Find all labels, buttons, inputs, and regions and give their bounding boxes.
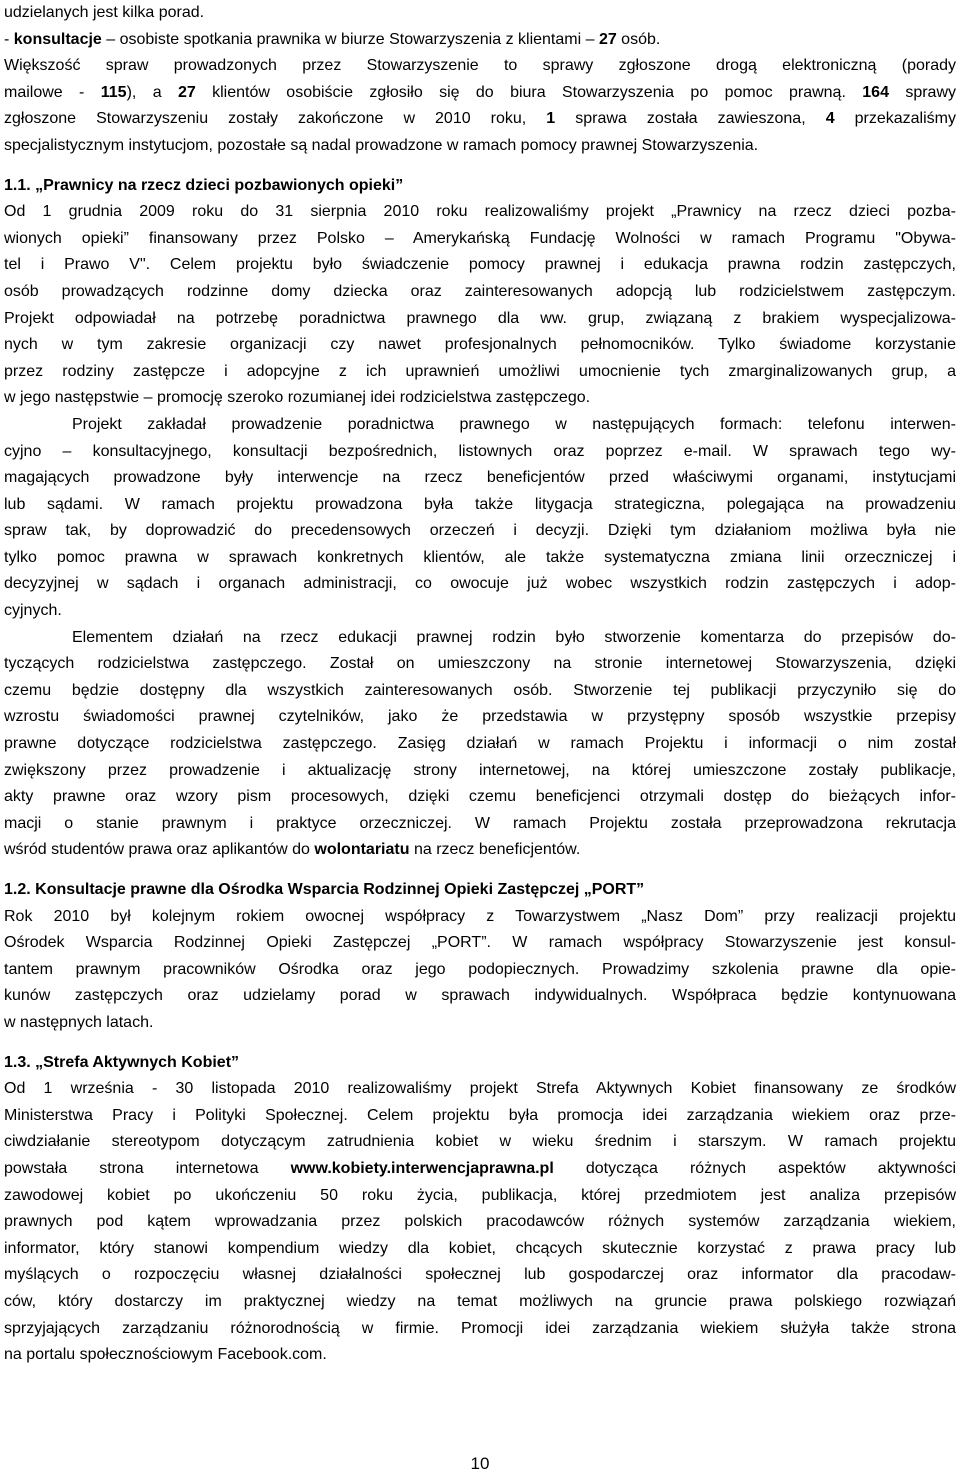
text-line: decyzyjnej w sądach i organach administracji, co owocuje już wobec wszystkich rodzin zastępczych i adop-	[4, 575, 956, 593]
bold-term: wolontariatu	[314, 841, 410, 859]
text-line: Projekt zakładał prowadzenie poradnictwa prawnego w następujących formach: telefonu interwen-	[72, 415, 956, 433]
text-line: informator, który stanowi kompendium wiedzy dla kobiet, chcących skutecznie korzystać z prawa pracy lub	[4, 1239, 956, 1257]
text-line: na portalu społecznościowym Facebook.com.	[4, 1346, 327, 1364]
text-line: Projekt odpowiadał na potrzebę poradnictwa prawnego dla ww. grup, związaną z brakiem wyspecjalizowa-	[4, 309, 956, 327]
bold-number: 164	[862, 83, 889, 101]
bold-number: 1	[546, 110, 556, 128]
text-line: tel i Prawo V". Celem projektu było świadczenie pomocy prawnej i edukacja prawna rodzin zastępczych,	[4, 256, 956, 274]
text-span: osób.	[616, 30, 661, 48]
text-line: udzielanych jest kilka porad.	[4, 4, 205, 21]
text-line: prawnych pod kątem wprowadzania przez polskich pracodawców różnych systemów zarządzania wiekiem,	[4, 1213, 956, 1231]
text-line	[4, 27, 956, 54]
text-span: -	[4, 30, 14, 48]
text-line: Od 1 grudnia 2009 roku do 31 sierpnia 2010 roku realizowaliśmy projekt „Prawnicy na rzecz dzieci pozba-	[4, 203, 956, 221]
text-line: Ośrodek Wsparcia Rodzinnej Opieki Zastępczej „PORT”. W ramach współpracy Stowarzyszenie jest konsul-	[4, 934, 956, 952]
text-line: kunów zastępczych oraz udzielamy porad w sprawach indywidualnych. Współpraca będzie kontynuowana	[4, 987, 956, 1005]
text-line: spraw tak, by doprowadzić do precedensowych orzeczeń i decyzji. Dzięki tym działaniom możliwa była nie	[4, 522, 956, 540]
text-line: ców, który dostarczy im praktycznej wiedzy na temat możliwych na gruncie prawa polskiego rozwiązań	[4, 1292, 956, 1310]
text-line: osób prowadzących rodzinne domy dziecka oraz zainteresowanych adopcją lub rodzicielstwem zastępczym.	[4, 282, 956, 300]
text-line: magających prowadzone były interwencje na rzecz beneficjentów przed właściwymi organami, instytucjami	[4, 469, 956, 487]
text-line: wzrostu świadomości prawnej czytelników, jako że przedstawia w przystępny sposób wszystkie przepisy	[4, 708, 956, 726]
text-span: sprawy	[888, 83, 957, 101]
text-line: nych w tym zakresie organizacji czy nawet profesjonalnych pełnomocników. Tylko świadome korzystanie	[4, 336, 956, 354]
text-line: cyjnych.	[4, 602, 62, 620]
text-span: przekazaliśmy	[834, 110, 956, 128]
text-line	[4, 80, 956, 107]
text-line: sprzyjających zarządzaniu różnorodnością w firmie. Promocji idei zarządzania wiekiem służyła także strona	[4, 1319, 956, 1337]
section-heading-1-1: 1.1. „Prawnicy na rzecz dzieci pozbawionych opieki”	[4, 176, 404, 194]
text-line: myślących o rozpoczęciu własnej działalności społecznej lub gospodarczej oraz informator dla pracodaw-	[4, 1266, 956, 1284]
text-span: mailowe -	[4, 83, 101, 101]
text-line	[4, 106, 956, 133]
website-link[interactable]: www.kobiety.interwencjaprawna.pl	[290, 1159, 554, 1177]
text-line: akty prawne oraz wzory pism procesowych, dzięki czemu beneficjenci otrzymali dostęp do bieżących infor-	[4, 788, 956, 806]
page-number: 10	[470, 1454, 490, 1473]
text-line: cyjno – konsultacyjnego, konsultacji bezpośrednich, listownych oraz poprzez e-mail. W sprawach tego wy-	[4, 442, 956, 460]
text-span: powstała strona internetowa	[4, 1159, 291, 1177]
text-line: zwiększony przez prowadzenie i aktualizację strony internetowej, na której umieszczone zostały publikacje,	[4, 761, 956, 779]
section-heading-1-3: 1.3. „Strefa Aktywnych Kobiet”	[4, 1053, 240, 1071]
text-span: sprawa została zawieszona,	[555, 110, 826, 128]
text-line: przez rodziny zastępcze i adopcyjne z ich uprawnień umożliwi umocnienie tych zmarginalizowanych grup, a	[4, 362, 956, 380]
text-line: prawne dotyczące rodzicielstwa zastępczego. Zasięg działań w ramach Projektu i informacji o nim został	[4, 735, 956, 753]
bold-number: 4	[825, 110, 835, 128]
bold-number: 27	[598, 30, 617, 48]
text-line: Od 1 września - 30 listopada 2010 realizowaliśmy projekt Strefa Aktywnych Kobiet finansowany ze środków	[4, 1080, 956, 1098]
text-line: w jego następstwie – promocję szeroko rozumianej idei rodzicielstwa zastępczego.	[4, 389, 591, 407]
text-span: na rzecz beneficjentów.	[409, 841, 581, 859]
text-line: macji o stanie prawnym i praktyce orzeczniczej. W ramach Projektu została przeprowadzona rekrutacja	[4, 814, 956, 832]
text-line: wionych opieki” finansowany przez Polsko – Amerykańską Fundację Wolności w ramach Programu "Obywa-	[4, 229, 956, 247]
text-line: Ministerstwa Pracy i Polityki Społecznej. Celem projektu była promocja idei zarządzania wiekiem oraz prze-	[4, 1106, 956, 1124]
text-span: klientów osobiście zgłosiło się do biura Stowarzyszenia po pomoc prawną.	[195, 83, 863, 101]
text-line: Większość spraw prowadzonych przez Stowarzyszenie to sprawy zgłoszone drogą elektroniczną (porady	[4, 57, 956, 75]
text-line	[4, 837, 956, 864]
text-span: – osobiste spotkania prawnika w biurze Stowarzyszenia z klientami –	[101, 30, 599, 48]
document-page	[4, 0, 956, 1369]
text-line: tyczących rodzicielstwa zastępczego. Został on umieszczony na stronie internetowej Stowarzyszenia, dzięki	[4, 655, 956, 673]
text-line: Elementem działań na rzecz edukacji prawnej rodzin było stworzenie komentarza do przepisów do-	[72, 628, 956, 646]
text-line: zawodowej kobiet po ukończeniu 50 roku życia, publikacja, której przedmiotem jest analiza przepisów	[4, 1186, 956, 1204]
text-line: tantem prawnym pracowników Ośrodka oraz jego podopiecznych. Prowadzimy szkolenia prawne dla opie-	[4, 960, 956, 978]
bold-number: 27	[177, 83, 196, 101]
text-line: w następnych latach.	[4, 1013, 154, 1031]
text-line: czemu będzie dostępny dla wszystkich zainteresowanych osób. Stworzenie tej publikacji przyczyniło się do	[4, 681, 956, 699]
text-line: Rok 2010 był kolejnym rokiem owocnej współpracy z Towarzystwem „Nasz Dom” przy realizacji projektu	[4, 907, 956, 925]
section-heading-1-2: 1.2. Konsultacje prawne dla Ośrodka Wsparcia Rodzinnej Opieki Zastępczej „PORT”	[4, 881, 645, 898]
text-span: ), a	[126, 83, 178, 101]
text-span: dotycząca różnych aspektów aktywności	[553, 1159, 957, 1177]
text-line: ciwdziałanie stereotypom dotyczącym zatrudnienia kobiet w wieku średnim i starszym. W ramach projektu	[4, 1133, 956, 1151]
text-line	[4, 1156, 956, 1183]
text-span: wśród studentów prawa oraz aplikantów do	[4, 841, 315, 859]
text-line: lub sądami. W ramach projektu prowadzona była także litygacja strategiczna, polegająca na prowadzeniu	[4, 495, 956, 513]
text-line: specjalistycznym instytucjom, pozostałe są nadal prowadzone w ramach pomocy prawnej Stowarzyszenia.	[4, 136, 759, 154]
bold-term: konsultacje	[13, 30, 102, 48]
text-span: zgłoszone Stowarzyszeniu zostały zakończone w 2010 roku,	[4, 110, 547, 128]
bold-number: 115	[100, 83, 127, 101]
text-line: tylko pomoc prawna w sprawach konkretnych klientów, ale także systematyczna zmiana linii orzeczniczej i	[4, 548, 956, 566]
